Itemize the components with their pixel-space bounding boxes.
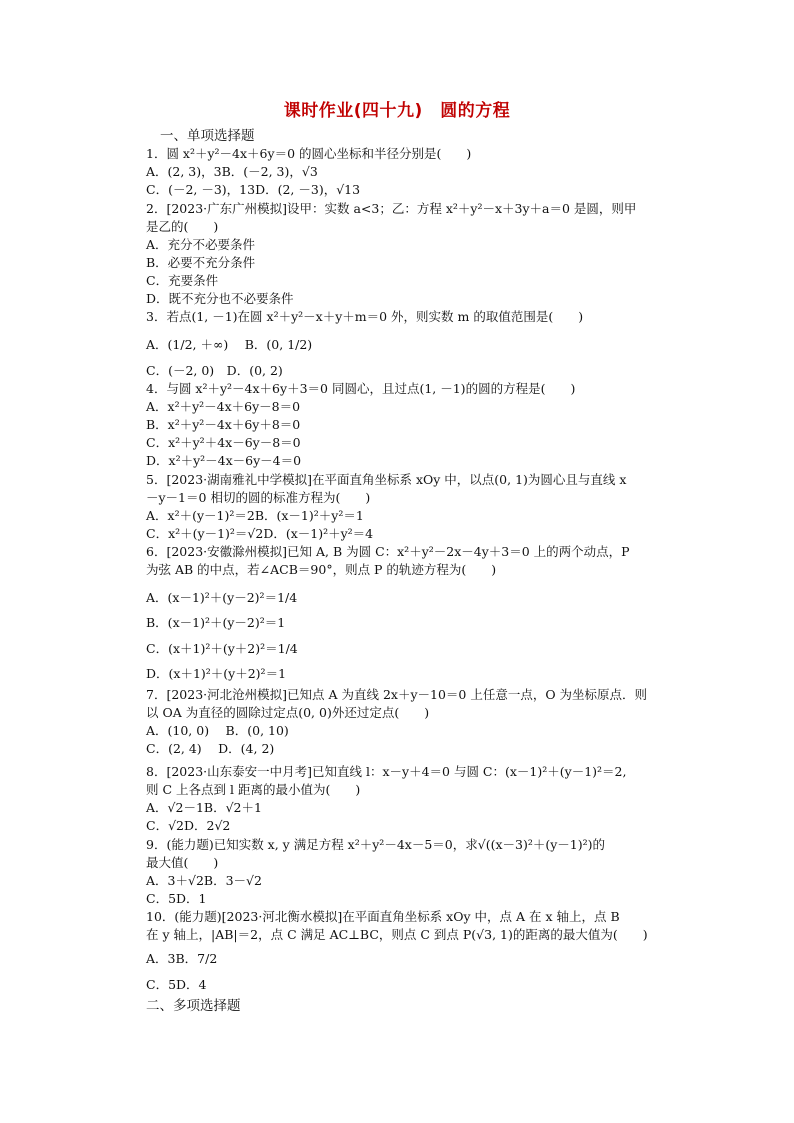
option-line: B．必要不充分条件 — [146, 255, 256, 270]
option-line: D．(x＋1)²＋(y＋2)²＝1 — [146, 666, 287, 681]
option-line: C．x²＋y²＋4x－6y－8＝0 — [146, 435, 301, 450]
option-line: A．x²＋(y－1)²＝2B．(x－1)²＋y²＝1 — [146, 508, 364, 523]
question-line: 2．[2023·广东广州模拟]设甲：实数 a<3；乙：方程 x²＋y²－x＋3y＋a＝0 是圆，则甲 — [146, 201, 637, 216]
option-line: B．x²＋y²－4x＋6y＋8＝0 — [146, 417, 301, 432]
question-line-cont: 最大值( ) — [146, 855, 219, 870]
option-line: A．√2－1B．√2＋1 — [146, 800, 262, 815]
question-line: 10．(能力题)[2023·河北衡水模拟]在平面直角坐标系 xOy 中，点 A 在 x 轴上，点 B — [146, 909, 620, 924]
option-line: A．(x－1)²＋(y－2)²＝1/4 — [146, 590, 298, 605]
question-line: 4．与圆 x²＋y²－4x＋6y＋3＝0 同圆心，且过点(1, －1)的圆的方程是( ) — [146, 381, 576, 396]
option-line: A．充分不必要条件 — [146, 237, 256, 252]
question-line-cont: 则 C 上各点到 l 距离的最小值为( ) — [146, 782, 361, 797]
question-line-cont: 为弦 AB 的中点，若∠ACB＝90°，则点 P 的轨迹方程为( ) — [146, 562, 497, 577]
option-line: A．3B．7/2 — [146, 951, 218, 966]
option-line: C．充要条件 — [146, 273, 219, 288]
option-line: D．x²＋y²－4x－6y－4＝0 — [146, 453, 302, 468]
option-line: C．5D．1 — [146, 891, 207, 906]
question-line-cont: －y－1＝0 相切的圆的标准方程为( ) — [146, 490, 371, 505]
option-line: C．√2D．2√2 — [146, 818, 231, 833]
option-line: A．x²＋y²－4x＋6y－8＝0 — [146, 399, 301, 414]
option-line: A．3＋√2B．3－√2 — [146, 873, 262, 888]
option-line: A．(2, 3)，3B．(－2, 3)，√3 — [146, 164, 318, 179]
section-heading-single-choice: 一、单项选择题 — [160, 128, 255, 144]
option-line: C．5D．4 — [146, 977, 207, 992]
question-line-cont: 在 y 轴上，|AB|＝2，点 C 满足 AC⊥BC，则点 C 到点 P(√3, 1)的距离的最大值为( ) — [146, 927, 648, 942]
question-line-cont: 是乙的( ) — [146, 219, 219, 234]
option-line: D．既不充分也不必要条件 — [146, 291, 294, 306]
option-line: C．(－2, 0) D．(0, 2) — [146, 363, 283, 378]
page-title: 课时作业(四十九) 圆的方程 — [283, 101, 511, 121]
question-line-cont: 以 OA 为直径的圆除过定点(0, 0)外还过定点( ) — [146, 705, 430, 720]
option-line: B．(x－1)²＋(y－2)²＝1 — [146, 615, 286, 630]
question-line: 3．若点(1, －1)在圆 x²＋y²－x＋y＋m＝0 外，则实数 m 的取值范围是( ) — [146, 309, 584, 324]
option-line: C．(2, 4) D．(4, 2) — [146, 741, 275, 756]
question-line: 9．(能力题)已知实数 x, y 满足方程 x²＋y²－4x－5＝0，求√((x－3)²＋(y－1)²)的 — [146, 837, 605, 852]
question-line: 1．圆 x²＋y²－4x＋6y＝0 的圆心坐标和半径分别是( ) — [146, 146, 472, 161]
question-line: 7．[2023·河北沧州模拟]已知点 A 为直线 2x＋y－10＝0 上任意一点，O 为坐标原点．则 — [146, 687, 648, 702]
question-line: 5．[2023·湖南雅礼中学模拟]在平面直角坐标系 xOy 中，以点(0, 1)为圆心且与直线 x — [146, 472, 627, 487]
option-line: C．(－2, －3)，13D．(2, －3)，√13 — [146, 182, 361, 197]
question-line: 6．[2023·安徽滁州模拟]已知 A, B 为圆 C：x²＋y²－2x－4y＋3＝0 上的两个动点，P — [146, 544, 630, 559]
option-line: C．(x＋1)²＋(y＋2)²＝1/4 — [146, 641, 298, 656]
option-line: C．x²＋(y－1)²＝√2D．(x－1)²＋y²＝4 — [146, 526, 374, 541]
section-heading-multiple-choice: 二、多项选择题 — [146, 998, 241, 1014]
option-line: A．(1/2, ＋∞) B．(0, 1/2) — [146, 337, 313, 352]
option-line: A．(10, 0) B．(0, 10) — [146, 723, 289, 738]
question-line: 8．[2023·山东泰安一中月考]已知直线 l：x－y＋4＝0 与圆 C：(x－1)²＋(y－1)²＝2, — [146, 764, 627, 779]
